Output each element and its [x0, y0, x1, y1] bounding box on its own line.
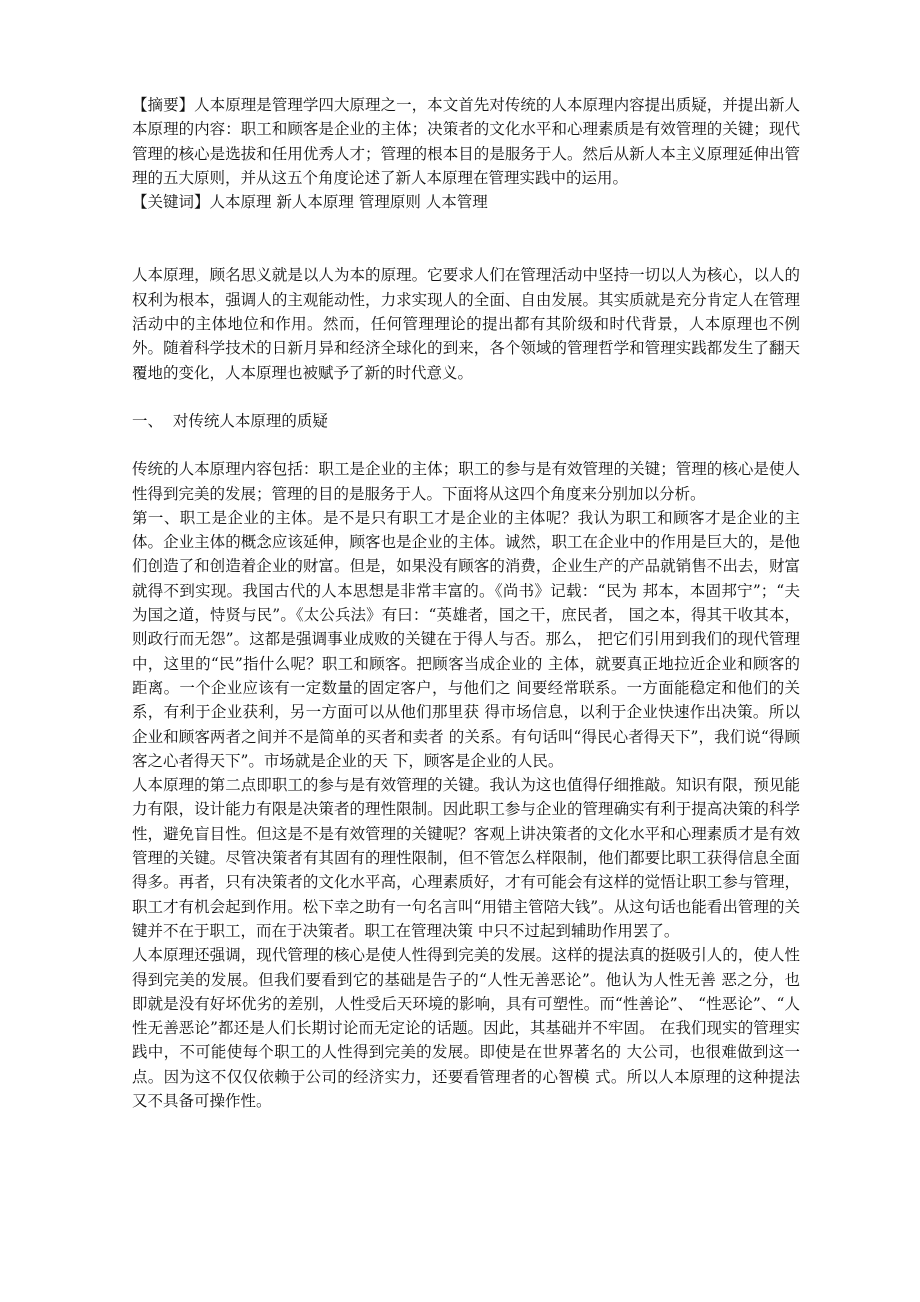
abstract-paragraph: 【摘要】人本原理是管理学四大原理之一，本文首先对传统的人本原理内容提出质疑，并提出新人本原理的内容：职工和顾客是企业的主体；决策者的文化水平和心理素质是有效管理的关键；现代管理的核心是选拔和任用优秀人才；管理的根本目的是服务于人。然后从新人本主义原理延伸出管理的五大原则，并从这五个角度论述了新人本原理在管理实践中的运用。	[132, 96, 800, 187]
body-paragraph: 人本原理的第二点即职工的参与是有效管理的关键。我认为这也值得仔细推敲。知识有限，预见能力有限，设计能力有限是决策者的理性限制。因此职工参与企业的管理确实有利于提高决策的科学性，避免盲目性。但这是不是有效管理的关键呢？客观上讲决策者的文化水平和心理素质才是有效管理的关键。尽管决策者有其固有的理性限制，但不管怎么样限制，他们都要比职工获得信息全面得多。再者，只有决策者的文化水平高，心理素质好，才有可能会有这样的觉悟让职工参与管理，职工才有机会起到作用。松下幸之助有一句名言叫“用错主管陪大钱”。从这句话也能看出管理的关键并不在于职工，而在于决策者。职工在管理决策 中只不过起到辅助作用罢了。	[132, 776, 800, 940]
keywords-line: 【关键词】人本原理 新人本原理 管理原则 人本管理	[132, 193, 488, 212]
document-page	[132, 93, 800, 1113]
body-paragraph: 人本原理还强调，现代管理的核心是使人性得到完美的发展。这样的提法真的挺吸引人的，使人性得到完美的发展。但我们要看到它的基础是告子的“人性无善恶论”。他认为人性无善 恶之分，也即就是没有好坏优劣的差别，人性受后天环境的影响，具有可塑性。而“性善论”、 “性恶论”、“人性无善恶论”都还是人们长期讨论而无定论的话题。因此，其基础并不牢固。 在我们现实的管理实践中，不可能使每个职工的人性得到完美的发展。即使是在世界著名的 大公司，也很难做到这一点。因为这不仅仅依赖于公司的经济实力，还要看管理者的心智模 式。所以人本原理的这种提法又不具备可操作性。	[132, 946, 800, 1110]
intro-paragraph: 人本原理，顾名思义就是以人为本的原理。它要求人们在管理活动中坚持一切以人为核心，以人的权利为根本，强调人的主观能动性，力求实现人的全面、自由发展。其实质就是充分肯定人在管理活动中的主体地位和作用。然而，任何管理理论的提出都有其阶级和时代背景，人本原理也不例外。随着科学技术的日新月异和经济全球化的到来，各个领域的管理哲学和管理实践都发生了翻天覆地的变化，人本原理也被赋予了新的时代意义。	[132, 266, 800, 382]
spacer	[132, 433, 800, 457]
spacer	[132, 214, 800, 263]
spacer	[132, 385, 800, 409]
body-paragraph: 传统的人本原理内容包括：职工是企业的主体；职工的参与是有效管理的关键；管理的核心是使人性得到完美的发展；管理的目的是服务于人。下面将从这四个角度来分别加以分析。	[132, 460, 800, 503]
body-paragraph: 第一、职工是企业的主体。是不是只有职工才是企业的主体呢？我认为职工和顾客才是企业的主体。企业主体的概念应该延伸，顾客也是企业的主体。诚然，职工在企业中的作用是巨大的，是他们创造了和创造着企业的财富。但是，如果没有顾客的消费，企业生产的产品就销售不出去，财富就得不到实现。我国古代的人本思想是非常丰富的。《尚书》记载：“民为 邦本，本固邦宁”；“夫为国之道，恃贤与民”。《太公兵法》有曰：“英雄者，国之干，庶民者， 国之本，得其干收其本，则政行而无怨”。这都是强调事业成败的关键在于得人与否。那么， 把它们引用到我们的现代管理中，这里的“民”指什么呢？职工和顾客。把顾客当成企业的 主体，就要真正地拉近企业和顾客的距离。一个企业应该有一定数量的固定客户，与他们之 间要经常联系。一方面能稳定和他们的关系，有利于企业获利，另一方面可以从他们那里获 得市场信息，以利于企业快速作出决策。所以企业和顾客两者之间并不是简单的买者和卖者 的关系。有句话叫“得民心者得天下”，我们说“得顾客之心者得天下”。市场就是企业的天 下，顾客是企业的人民。	[132, 508, 800, 770]
section-heading: 一、 对传统人本原理的质疑	[132, 411, 328, 430]
